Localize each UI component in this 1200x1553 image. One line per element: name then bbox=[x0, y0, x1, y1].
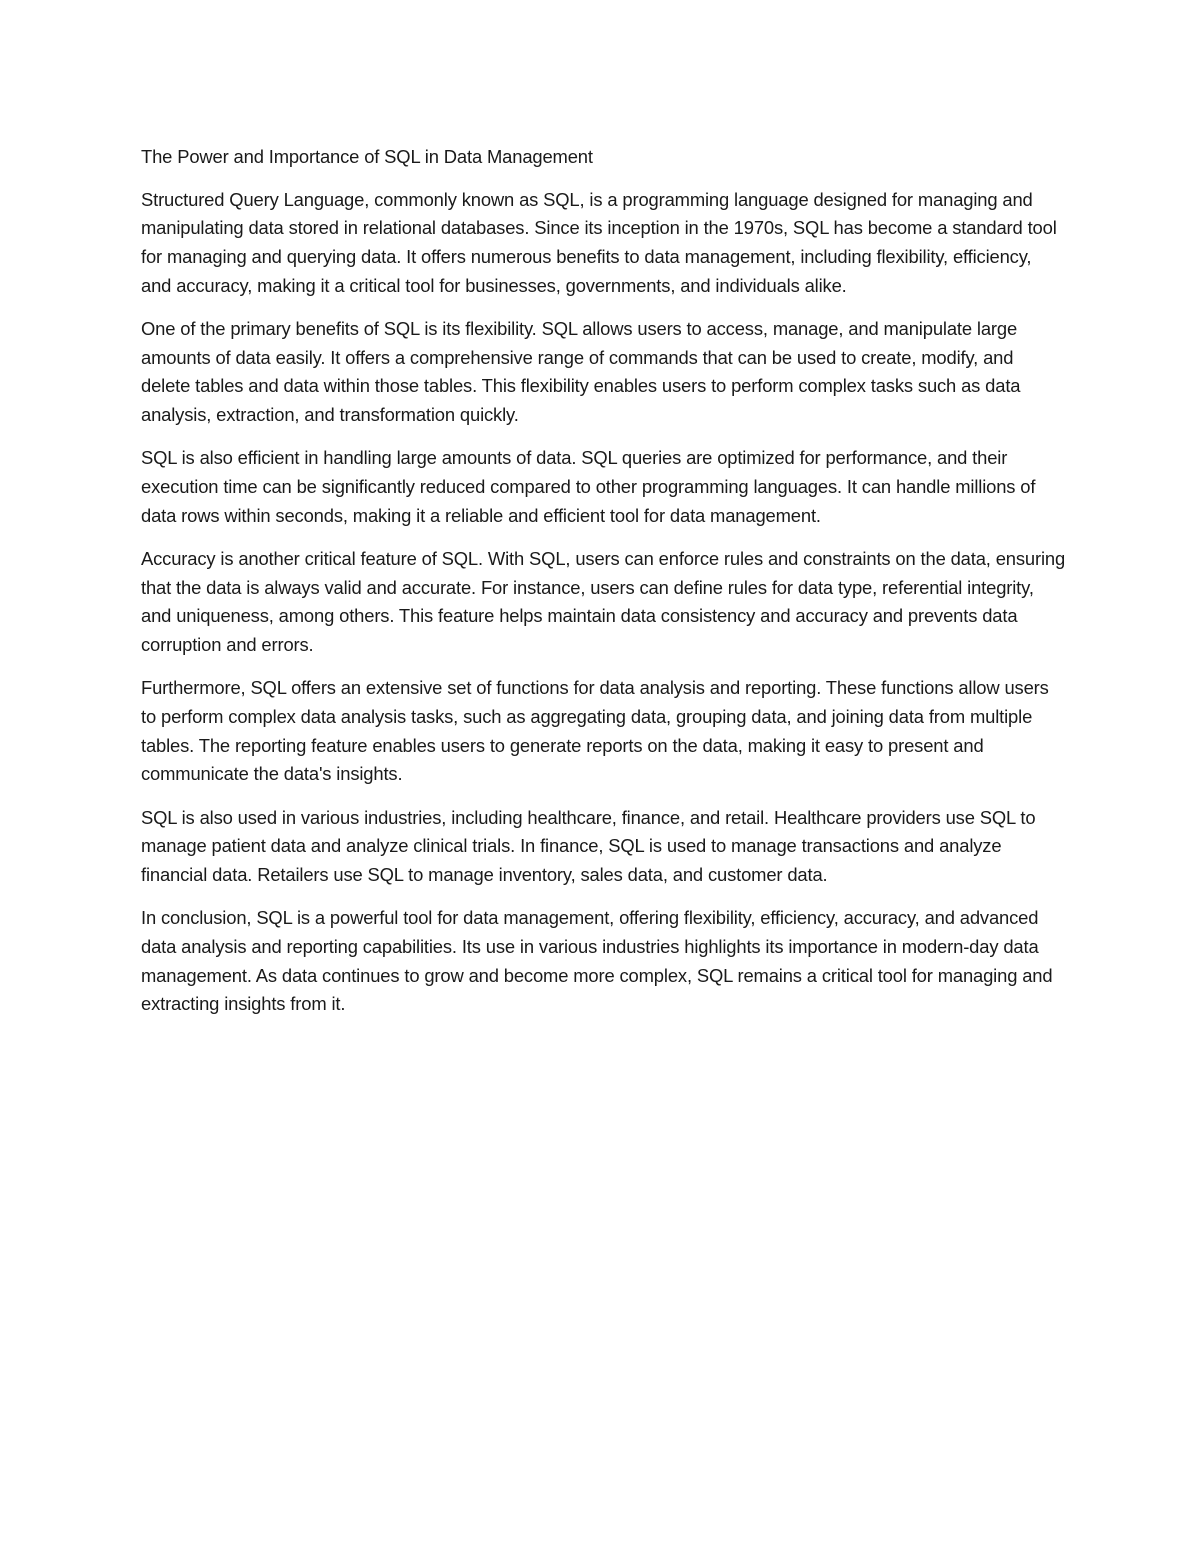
paragraph-flexibility: One of the primary benefits of SQL is its flexibility. SQL allows users to access, manage, and manipulate large amounts of data easily. It offers a comprehensive range of commands that can be used to create, modify, and delete tables and data within those tables. This flexibility enables users to perform complex tasks such as data analysis, extraction, and transformation quickly. bbox=[141, 318, 1021, 426]
paragraph-introduction: Structured Query Language, commonly known as SQL, is a programming language designed for managing and manipulating data stored in relational databases. Since its inception in the 1970s, SQL has become a standard tool for managing and querying data. It offers numerous benefits to data management, including flexibility, efficiency, and accuracy, making it a critical tool for businesses, governments, and individuals alike. bbox=[141, 188, 1057, 296]
paragraph-accuracy: Accuracy is another critical feature of SQL. With SQL, users can enforce rules and constraints on the data, ensuring that the data is always valid and accurate. For instance, users can define rules for data type, referential integrity, and uniqueness, among others. This feature helps maintain data consistency and accuracy and prevents data corruption and errors. bbox=[141, 547, 1066, 656]
paragraph-efficiency: SQL is also efficient in handling large amounts of data. SQL queries are optimized for performance, and their execution time can be significantly reduced compared to other programming languages. It can handle millions of data rows within seconds, making it a reliable and efficient tool for data management. bbox=[141, 447, 1036, 526]
document-body bbox=[141, 143, 1066, 1033]
document-title: The Power and Importance of SQL in Data Management bbox=[141, 146, 593, 167]
paragraph-industries: SQL is also used in various industries, including healthcare, finance, and retail. Healthcare providers use SQL to manage patient data and analyze clinical trials. In finance, SQL is used to manage transactions and analyze financial data. Retailers use SQL to manage inventory, sales data, and customer data. bbox=[141, 806, 1036, 885]
paragraph-conclusion: In conclusion, SQL is a powerful tool for data management, offering flexibility, efficiency, accuracy, and advanced data analysis and reporting capabilities. Its use in various industries highlights its importance in modern-day data management. As data continues to grow and become more complex, SQL remains a critical tool for managing and extracting insights from it. bbox=[141, 907, 1053, 1015]
paragraph-analysis-reporting: Furthermore, SQL offers an extensive set of functions for data analysis and reporting. These functions allow users to perform complex data analysis tasks, such as aggregating data, grouping data, and joining data from multiple tables. The reporting feature enables users to generate reports on the data, making it easy to present and communicate the data's insights. bbox=[141, 677, 1049, 785]
